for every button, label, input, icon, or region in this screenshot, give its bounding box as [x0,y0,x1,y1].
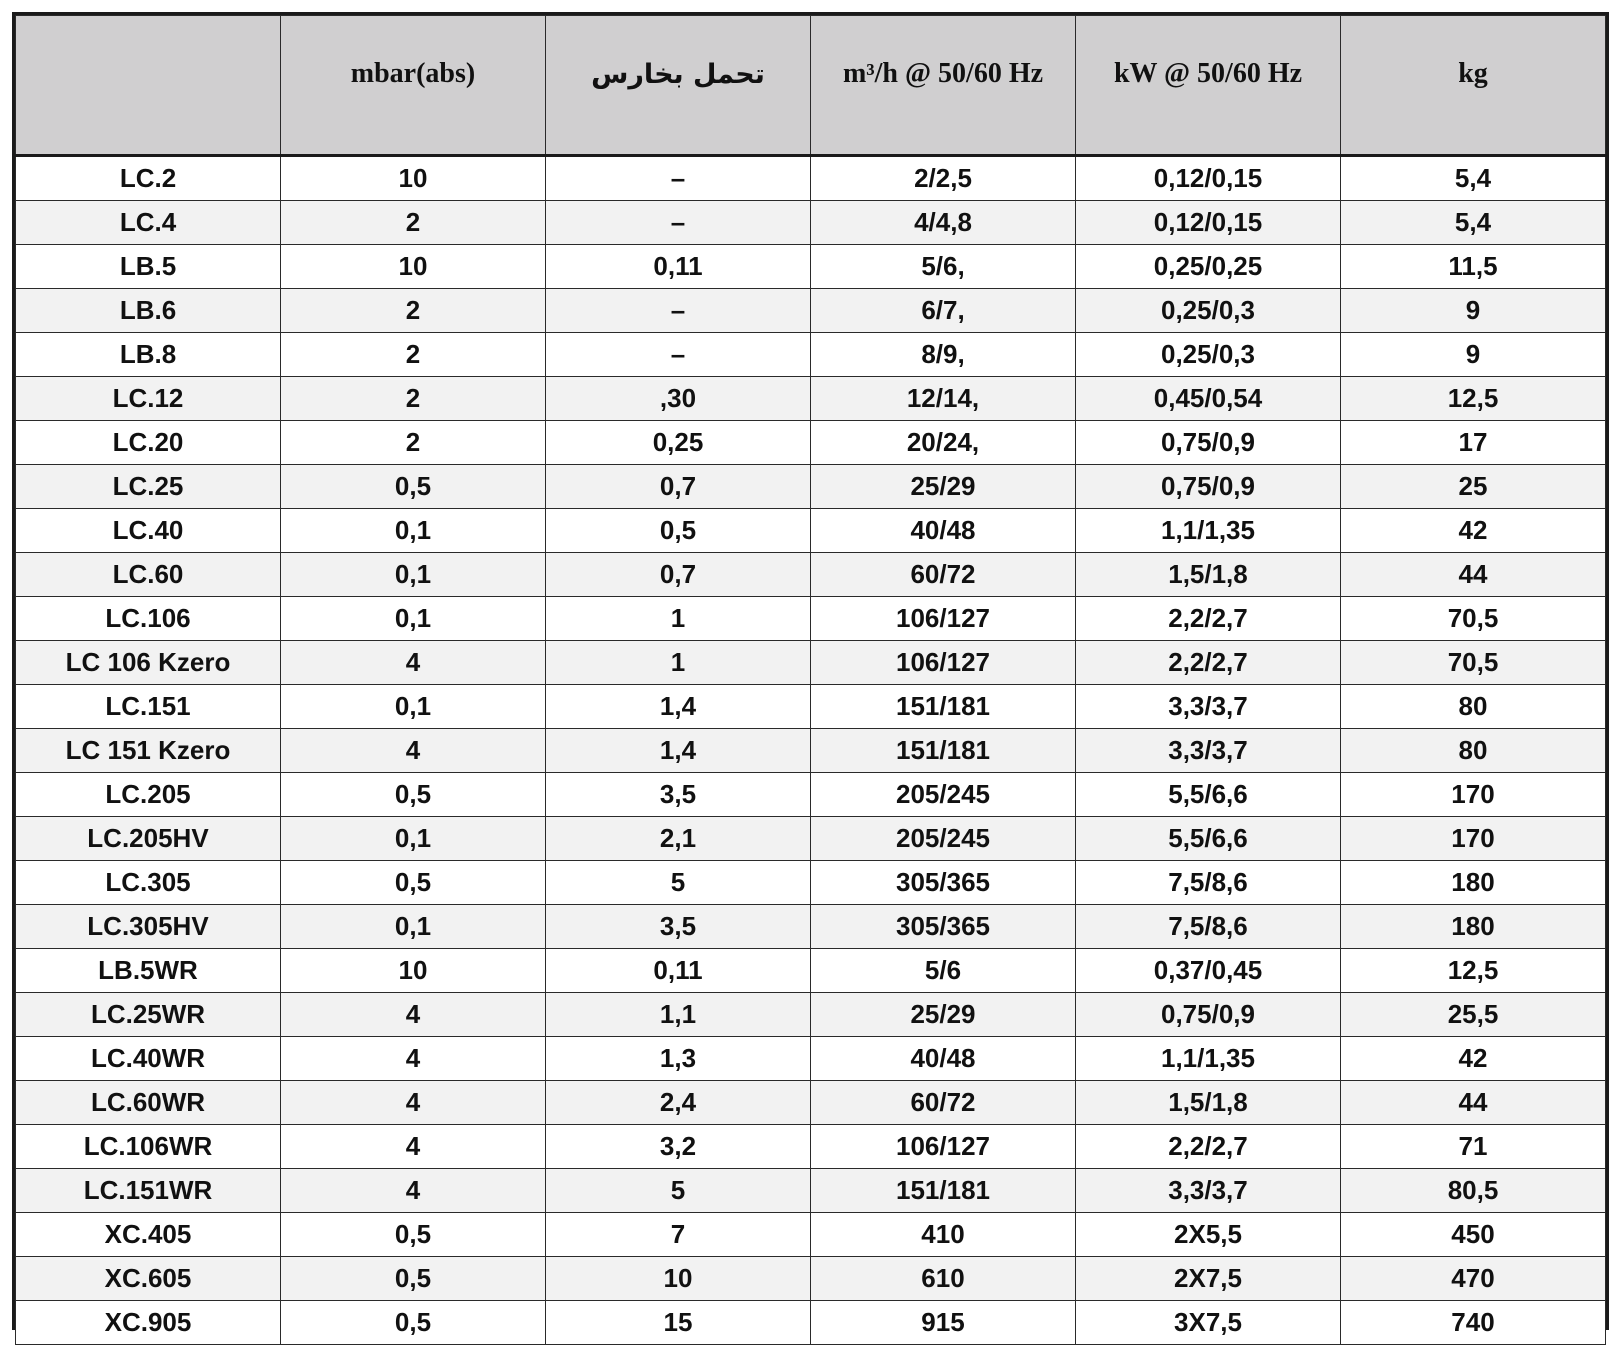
vapor-tolerance-cell: 3,2 [546,1125,811,1169]
weight-cell: 44 [1341,553,1606,597]
pressure-cell: 4 [281,1037,546,1081]
vapor-tolerance-cell: 1 [546,641,811,685]
power-cell: 0,75/0,9 [1076,465,1341,509]
power-cell: 2X7,5 [1076,1257,1341,1301]
model-cell: LC.2 [16,156,281,201]
pressure-cell: 0,1 [281,817,546,861]
weight-cell: 470 [1341,1257,1606,1301]
model-cell: LC.25WR [16,993,281,1037]
vapor-tolerance-cell: 0,5 [546,509,811,553]
vapor-tolerance-cell: 2,4 [546,1081,811,1125]
table-row [16,597,1606,641]
pressure-cell: 0,5 [281,465,546,509]
pressure-cell: 10 [281,245,546,289]
pressure-cell: 2 [281,421,546,465]
vapor-tolerance-cell: 1,1 [546,993,811,1037]
flow-cell: 151/181 [811,685,1076,729]
vapor-tolerance-cell: ,30 [546,377,811,421]
pressure-cell: 0,1 [281,685,546,729]
table-row [16,333,1606,377]
weight-cell: 44 [1341,1081,1606,1125]
vapor-tolerance-cell: 2,1 [546,817,811,861]
power-cell: 0,45/0,54 [1076,377,1341,421]
table-row [16,773,1606,817]
model-cell: LC.106 [16,597,281,641]
power-cell: 0,75/0,9 [1076,993,1341,1037]
table-row [16,1125,1606,1169]
power-cell: 3X7,5 [1076,1301,1341,1345]
pressure-cell: 4 [281,641,546,685]
model-cell: LC.60 [16,553,281,597]
model-cell: XC.605 [16,1257,281,1301]
table-row [16,1169,1606,1213]
pressure-cell: 2 [281,201,546,245]
weight-cell: 80,5 [1341,1169,1606,1213]
pressure-cell: 4 [281,1125,546,1169]
power-cell: 0,12/0,15 [1076,201,1341,245]
model-cell: LC.305 [16,861,281,905]
table-header [16,16,1606,156]
table-row [16,993,1606,1037]
power-cell: 1,1/1,35 [1076,509,1341,553]
weight-cell: 9 [1341,289,1606,333]
weight-cell: 9 [1341,333,1606,377]
weight-cell: 80 [1341,729,1606,773]
model-cell: LC.106WR [16,1125,281,1169]
pressure-cell: 0,1 [281,553,546,597]
header-power: kW @ 50/60 Hz [1076,16,1341,156]
pressure-cell: 4 [281,1081,546,1125]
table-row [16,377,1606,421]
header-flow: m³/h @ 50/60 Hz [811,16,1076,156]
weight-cell: 170 [1341,817,1606,861]
model-cell: LC.12 [16,377,281,421]
model-cell: LC.305HV [16,905,281,949]
weight-cell: 12,5 [1341,377,1606,421]
table-row [16,729,1606,773]
pressure-cell: 0,1 [281,905,546,949]
weight-cell: 740 [1341,1301,1606,1345]
power-cell: 1,1/1,35 [1076,1037,1341,1081]
weight-cell: 42 [1341,1037,1606,1081]
table-row [16,553,1606,597]
vapor-tolerance-cell: 10 [546,1257,811,1301]
table-row [16,201,1606,245]
flow-cell: 151/181 [811,1169,1076,1213]
flow-cell: 5/6, [811,245,1076,289]
model-cell: XC.405 [16,1213,281,1257]
table-row [16,641,1606,685]
vapor-tolerance-cell: 7 [546,1213,811,1257]
table-row [16,905,1606,949]
power-cell: 1,5/1,8 [1076,553,1341,597]
table-row [16,1213,1606,1257]
model-cell: LC.151WR [16,1169,281,1213]
flow-cell: 2/2,5 [811,156,1076,201]
table-row [16,949,1606,993]
weight-cell: 5,4 [1341,201,1606,245]
pressure-cell: 4 [281,1169,546,1213]
table-body [16,156,1606,1345]
table-row [16,156,1606,201]
flow-cell: 205/245 [811,773,1076,817]
pressure-cell: 4 [281,993,546,1037]
flow-cell: 106/127 [811,641,1076,685]
model-cell: LC.40WR [16,1037,281,1081]
power-cell: 0,25/0,25 [1076,245,1341,289]
model-cell: LC.205 [16,773,281,817]
table-row [16,509,1606,553]
table-row [16,245,1606,289]
pressure-cell: 0,5 [281,1301,546,1345]
model-cell: LC.151 [16,685,281,729]
table-row [16,861,1606,905]
header-model [16,16,281,156]
vapor-tolerance-cell: – [546,156,811,201]
flow-cell: 60/72 [811,553,1076,597]
spec-table-container [12,12,1609,1337]
pressure-cell: 0,5 [281,861,546,905]
model-cell: XC.905 [16,1301,281,1345]
flow-cell: 40/48 [811,509,1076,553]
table-row [16,289,1606,333]
flow-cell: 12/14, [811,377,1076,421]
power-cell: 0,37/0,45 [1076,949,1341,993]
weight-cell: 70,5 [1341,597,1606,641]
power-cell: 2,2/2,7 [1076,597,1341,641]
pressure-cell: 2 [281,377,546,421]
power-cell: 3,3/3,7 [1076,729,1341,773]
weight-cell: 17 [1341,421,1606,465]
pressure-cell: 0,5 [281,773,546,817]
weight-cell: 11,5 [1341,245,1606,289]
flow-cell: 40/48 [811,1037,1076,1081]
flow-cell: 106/127 [811,1125,1076,1169]
flow-cell: 915 [811,1301,1076,1345]
flow-cell: 6/7, [811,289,1076,333]
weight-cell: 5,4 [1341,156,1606,201]
pressure-cell: 0,1 [281,597,546,641]
model-cell: LC.20 [16,421,281,465]
weight-cell: 70,5 [1341,641,1606,685]
table-row [16,1301,1606,1345]
vapor-tolerance-cell: 0,7 [546,553,811,597]
vapor-tolerance-cell: 5 [546,861,811,905]
power-cell: 0,12/0,15 [1076,156,1341,201]
header-vapor-tolerance: تحمل بخارس [546,16,811,156]
header-pressure: mbar(abs) [281,16,546,156]
model-cell: LB.5WR [16,949,281,993]
power-cell: 2,2/2,7 [1076,1125,1341,1169]
vapor-tolerance-cell: 5 [546,1169,811,1213]
weight-cell: 25 [1341,465,1606,509]
power-cell: 7,5/8,6 [1076,861,1341,905]
model-cell: LB.5 [16,245,281,289]
vapor-tolerance-cell: 15 [546,1301,811,1345]
vapor-tolerance-cell: – [546,333,811,377]
power-cell: 1,5/1,8 [1076,1081,1341,1125]
flow-cell: 25/29 [811,993,1076,1037]
weight-cell: 450 [1341,1213,1606,1257]
flow-cell: 106/127 [811,597,1076,641]
power-cell: 2X5,5 [1076,1213,1341,1257]
weight-cell: 42 [1341,509,1606,553]
flow-cell: 8/9, [811,333,1076,377]
vapor-tolerance-cell: 0,7 [546,465,811,509]
header-row [16,16,1606,156]
flow-cell: 5/6 [811,949,1076,993]
weight-cell: 180 [1341,905,1606,949]
power-cell: 5,5/6,6 [1076,817,1341,861]
vapor-tolerance-cell: 1,4 [546,729,811,773]
table-row [16,817,1606,861]
model-cell: LC.40 [16,509,281,553]
pressure-cell: 4 [281,729,546,773]
vapor-tolerance-cell: 0,25 [546,421,811,465]
power-cell: 7,5/8,6 [1076,905,1341,949]
pressure-cell: 10 [281,949,546,993]
flow-cell: 205/245 [811,817,1076,861]
power-cell: 3,3/3,7 [1076,1169,1341,1213]
power-cell: 3,3/3,7 [1076,685,1341,729]
flow-cell: 151/181 [811,729,1076,773]
power-cell: 0,25/0,3 [1076,333,1341,377]
vapor-tolerance-cell: 1 [546,597,811,641]
flow-cell: 60/72 [811,1081,1076,1125]
weight-cell: 80 [1341,685,1606,729]
model-cell: LC.60WR [16,1081,281,1125]
pump-spec-table [15,15,1606,1345]
vapor-tolerance-cell: 0,11 [546,949,811,993]
pressure-cell: 2 [281,289,546,333]
pressure-cell: 0,1 [281,509,546,553]
weight-cell: 12,5 [1341,949,1606,993]
power-cell: 5,5/6,6 [1076,773,1341,817]
power-cell: 0,75/0,9 [1076,421,1341,465]
table-row [16,1257,1606,1301]
pressure-cell: 10 [281,156,546,201]
weight-cell: 71 [1341,1125,1606,1169]
model-cell: LC 106 Kzero [16,641,281,685]
flow-cell: 410 [811,1213,1076,1257]
model-cell: LC.25 [16,465,281,509]
model-cell: LC.205HV [16,817,281,861]
vapor-tolerance-cell: – [546,289,811,333]
flow-cell: 20/24, [811,421,1076,465]
table-row [16,421,1606,465]
flow-cell: 610 [811,1257,1076,1301]
pressure-cell: 2 [281,333,546,377]
model-cell: LC.4 [16,201,281,245]
vapor-tolerance-cell: 3,5 [546,905,811,949]
flow-cell: 4/4,8 [811,201,1076,245]
weight-cell: 170 [1341,773,1606,817]
pressure-cell: 0,5 [281,1213,546,1257]
vapor-tolerance-cell: 3,5 [546,773,811,817]
vapor-tolerance-cell: 1,4 [546,685,811,729]
table-row [16,685,1606,729]
table-row [16,465,1606,509]
vapor-tolerance-cell: – [546,201,811,245]
weight-cell: 25,5 [1341,993,1606,1037]
pressure-cell: 0,5 [281,1257,546,1301]
header-weight: kg [1341,16,1606,156]
flow-cell: 25/29 [811,465,1076,509]
model-cell: LB.8 [16,333,281,377]
flow-cell: 305/365 [811,905,1076,949]
vapor-tolerance-cell: 1,3 [546,1037,811,1081]
model-cell: LB.6 [16,289,281,333]
model-cell: LC 151 Kzero [16,729,281,773]
table-row [16,1037,1606,1081]
vapor-tolerance-cell: 0,11 [546,245,811,289]
power-cell: 0,25/0,3 [1076,289,1341,333]
table-row [16,1081,1606,1125]
power-cell: 2,2/2,7 [1076,641,1341,685]
flow-cell: 305/365 [811,861,1076,905]
weight-cell: 180 [1341,861,1606,905]
